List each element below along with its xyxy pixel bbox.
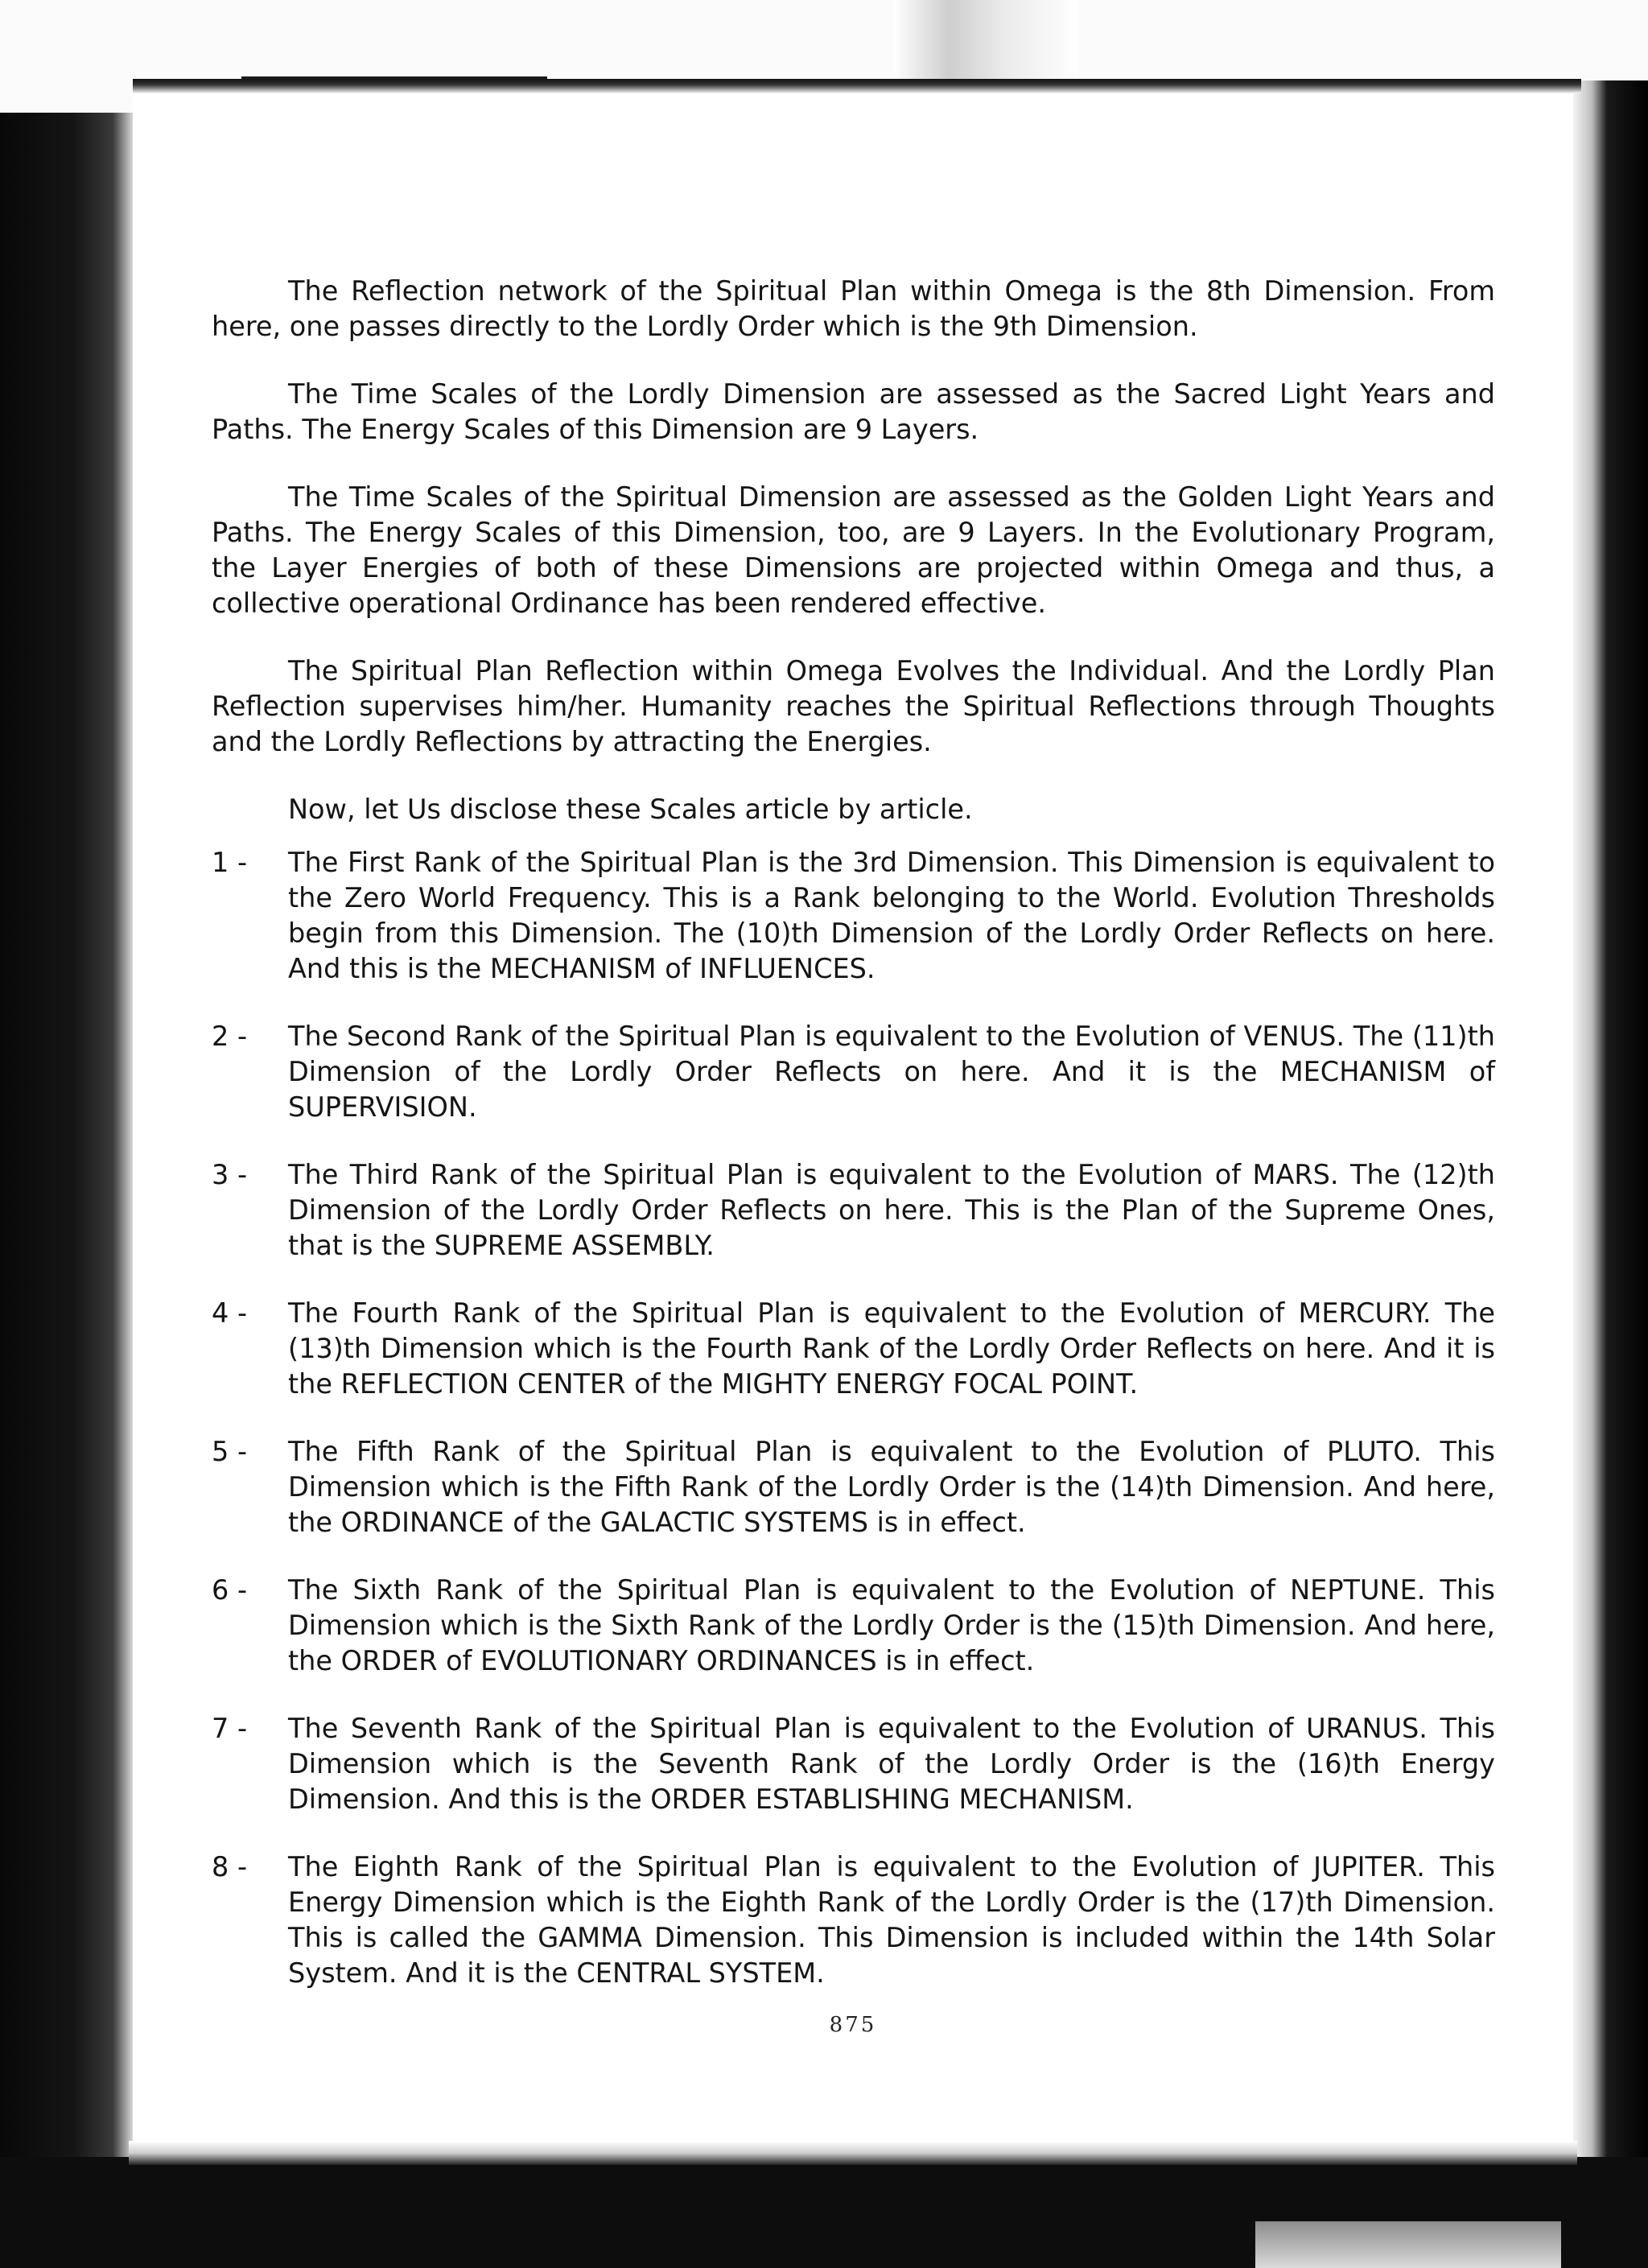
list-item [212, 1434, 1495, 1540]
page-body [212, 274, 1495, 2023]
list-item-number: 3 - [212, 1159, 248, 1190]
page-edge-bottom [129, 2141, 1577, 2165]
paragraph: Now, let Us disclose these Scales article by article. [288, 794, 973, 825]
list-item-number: 1 - [212, 847, 248, 878]
list-item-number: 6 - [212, 1574, 248, 1606]
list-item-text: The Sixth Rank of the Spiritual Plan is equivalent to the Evolution of NEPTUNE. This Dimension which is the Sixth Rank of the Lordly Order is the (15)th Dimension. And here, the ORDER of EVOLUTIONARY ORDINANCES is in effect. [288, 1574, 1495, 1676]
page-edge-top [133, 79, 1581, 93]
list-item-text: The First Rank of the Spiritual Plan is the 3rd Dimension. This Dimension is equivalent to the Zero World Frequency. This is a Rank belonging to the World. Evolution Thresholds begin from this Dimension. The (10)th Dimension of the Lordly Order Reflects on here. And this is the MECHANISM of INFLUENCES. [288, 847, 1495, 984]
scan-smudge-bottom [1255, 2221, 1561, 2268]
paragraph: The Time Scales of the Spiritual Dimension are assessed as the Golden Light Years and Paths. The Energy Scales of this Dimension, too, are 9 Layers. In the Evolutionary Program, the Layer Energies of both of these Dimensions are projected within Omega and thus, a collective operational Ordinance has been rendered effective. [212, 481, 1495, 619]
list-item [212, 1573, 1495, 1679]
list-item-text: The Fourth Rank of the Spiritual Plan is equivalent to the Evolution of MERCURY. The (13)th Dimension which is the Fourth Rank of the Lordly Order Reflects on here. And it is the REFLECTION CENTER of the MIGHTY ENERGY FOCAL POINT. [288, 1297, 1495, 1400]
list-item-number: 5 - [212, 1436, 248, 1467]
list-item-text: The Eighth Rank of the Spiritual Plan is equivalent to the Evolution of JUPITER. This Energy Dimension which is the Eighth Rank of the Lordly Order is the (17)th Dimension. This is called the GAMMA Dimension. This Dimension is included within the 14th Solar System. And it is the CENTRAL SYSTEM. [288, 1851, 1495, 1989]
list-item [212, 1711, 1495, 1817]
list-item [212, 1157, 1495, 1264]
list-item-number: 7 - [212, 1713, 248, 1744]
list-item-number: 4 - [212, 1297, 248, 1329]
numbered-list [212, 845, 1495, 1991]
list-item-text: The Second Rank of the Spiritual Plan is equivalent to the Evolution of VENUS. The (11)th Dimension of the Lordly Order Reflects on here. And it is the MECHANISM of SUPERVISION. [288, 1021, 1495, 1123]
list-item-text: The Third Rank of the Spiritual Plan is equivalent to the Evolution of MARS. The (12)th Dimension of the Lordly Order Reflects on here. This is the Plan of the Supreme Ones, that is the SUPREME ASSEMBLY. [288, 1159, 1495, 1261]
scan-shadow-right [1573, 80, 1648, 2173]
list-item-text: The Fifth Rank of the Spiritual Plan is equivalent to the Evolution of PLUTO. This Dimension which is the Fifth Rank of the Lordly Order is the (14)th Dimension. And here, the ORDINANCE of the GALACTIC SYSTEMS is in effect. [288, 1436, 1495, 1538]
scan-smudge-top [893, 0, 1078, 80]
paragraph: The Reflection network of the Spiritual Plan within Omega is the 8th Dimension. From here, one passes directly to the Lordly Order which is the 9th Dimension. [212, 275, 1495, 342]
list-item-text: The Seventh Rank of the Spiritual Plan is equivalent to the Evolution of URANUS. This Dimension which is the Seventh Rank of the Lordly Order is the (16)th Energy Dimension. And this is the ORDER ESTABLISHING MECHANISM. [288, 1713, 1495, 1815]
list-item [212, 1849, 1495, 1991]
paragraph: The Time Scales of the Lordly Dimension are assessed as the Sacred Light Years and Paths. The Energy Scales of this Dimension are 9 Layers. [212, 378, 1495, 445]
list-item [212, 1019, 1495, 1125]
document-page [133, 93, 1573, 2142]
list-item-number: 2 - [212, 1021, 248, 1052]
list-item-number: 8 - [212, 1851, 248, 1882]
scan-shadow-left [0, 113, 133, 2173]
page-number: 875 [829, 2013, 877, 2037]
list-item [212, 845, 1495, 987]
paragraph: The Spiritual Plan Reflection within Omega Evolves the Individual. And the Lordly Plan Reflection supervises him/her. Humanity reaches the Spiritual Reflections through Thoughts and the Lordly Reflections by attracting the Energies. [212, 655, 1495, 757]
list-item [212, 1296, 1495, 1402]
